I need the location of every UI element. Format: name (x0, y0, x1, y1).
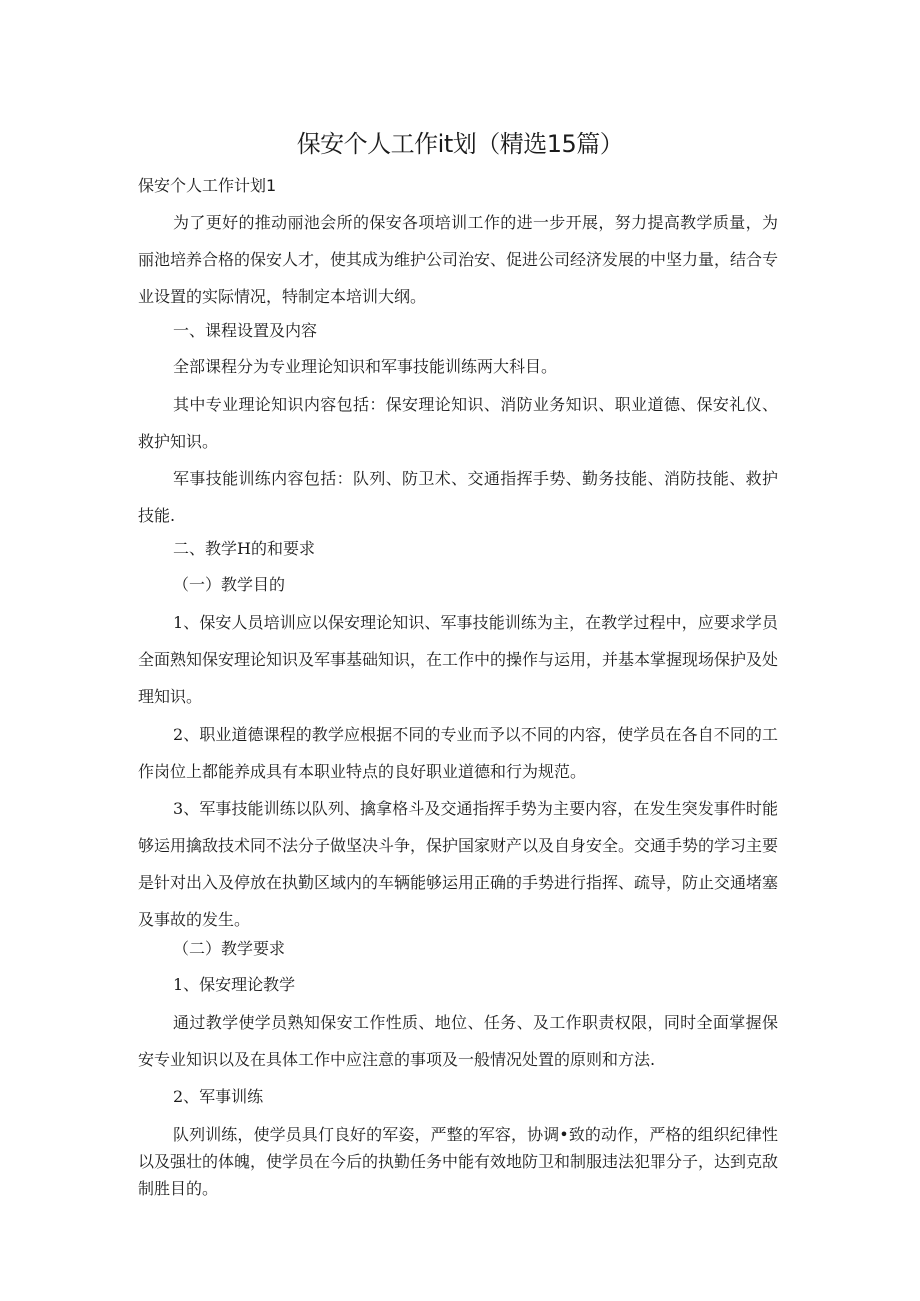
item-heading-military: 2、军事训练 (173, 1087, 264, 1106)
document-title: 保安个人工作it划（精选15篇） (296, 130, 624, 158)
paragraph-drill-training: 队列训练，使学员具仃良好的军姿，严整的军容，协调•致的动作，严格的组织纪律性以及强壮的体魄，使学员在今后的执勤任务中能有效地防卫和制服违法犯罪分子，达到克敌制胜目的。 (138, 1125, 779, 1198)
subheading-teaching-requirements: （二）教学要求 (173, 939, 286, 958)
subheading-teaching-purpose: （一）教学目的 (173, 575, 286, 594)
document-subtitle: 保安个人工作计划1 (138, 176, 277, 195)
paragraph-purpose-2: 2、职业道德课程的教学应根据不同的专业而予以不同的内容，使学员在各自不同的工作岗位上都能养成具有本职业特点的良好职业道德和行为规范。 (138, 725, 778, 781)
item-heading-theory: 1、保安理论教学 (173, 975, 296, 994)
paragraph-purpose-3: 3、军事技能训练以队列、擒拿格斗及交通指挥手势为主要内容，在发生突发事件时能够运用擒敌技术同不法分子做坚决斗争，保护国家财产以及自身安全。交通手势的学习主要是针对出入及停放在执勤区域内的车辆能够运用正确的手势进行指挥、疏导，防止交通堵塞及事故的发生。 (138, 799, 779, 929)
paragraph-courses: 全部课程分为专业理论知识和军事技能训练两大科目。 (173, 357, 558, 376)
section-heading-2: 二、教学H的和要求 (173, 539, 315, 558)
section-heading-1: 一、课程设置及内容 (173, 321, 318, 340)
paragraph-intro: 为了更好的推动丽池会所的保安各项培训工作的进一步开展，努力提高教学质量，为丽池培养合格的保安人才，使其成为维护公司治安、促进公司经济发展的中坚力量，结合专业设置的实际情况，特制定本培训大纲。 (138, 213, 779, 306)
paragraph-theory: 其中专业理论知识内容包括：保安理论知识、消防业务知识、职业道德、保安礼仪、救护知识。 (138, 395, 778, 451)
paragraph-military: 军事技能训练内容包括：队列、防卫术、交通指挥手势、勤务技能、消防技能、救护技能. (138, 469, 778, 525)
paragraph-theory-teaching: 通过教学使学员熟知保安工作性质、地位、任务、及工作职责权限，同时全面掌握保安专业知识以及在具体工作中应注意的事项及一般情况处置的原则和方法. (138, 1013, 778, 1069)
paragraph-purpose-1: 1、保安人员培训应以保安理论知识、军事技能训练为主，在教学过程中，应要求学员全面熟知保安理论知识及军事基础知识，在工作中的操作与运用，并基本掌握现场保护及处理知识。 (138, 613, 779, 706)
